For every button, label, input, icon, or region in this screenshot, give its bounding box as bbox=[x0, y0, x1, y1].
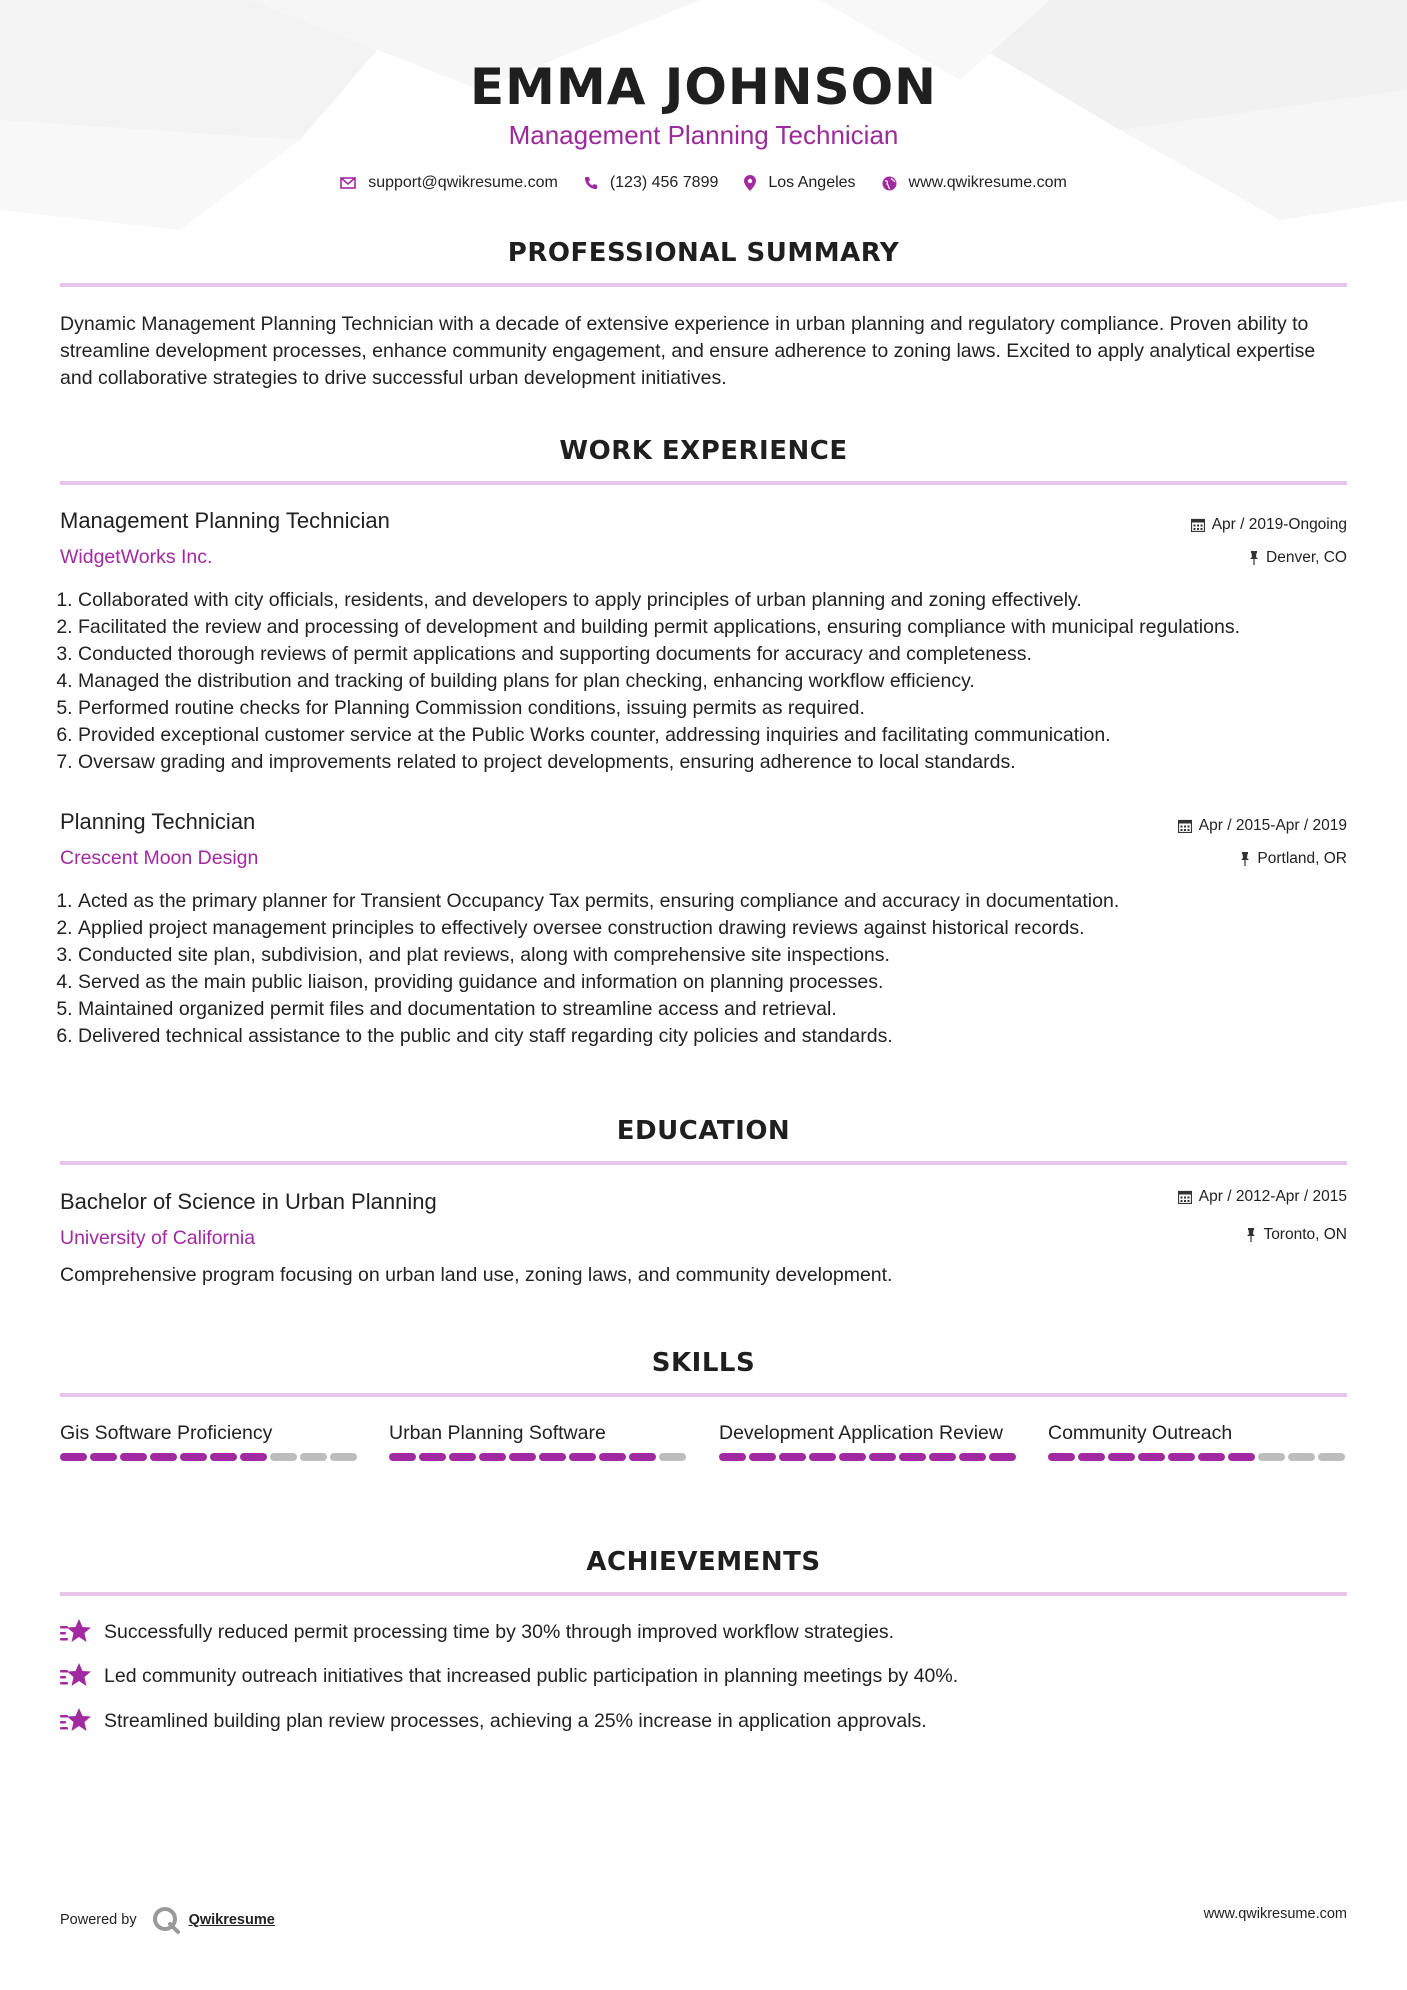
education-description: Comprehensive program focusing on urban land use, zoning laws, and community development. bbox=[60, 1264, 893, 1286]
list-item: 4. Served as the main public liaison, providing guidance and information on planning processes. bbox=[78, 969, 1365, 996]
summary-divider bbox=[60, 283, 1347, 287]
skill-dot-empty bbox=[659, 1453, 686, 1461]
skill-name: Gis Software Proficiency bbox=[60, 1422, 273, 1444]
job-location-text: Denver, CO bbox=[1266, 549, 1347, 566]
job-location-text: Portland, OR bbox=[1257, 850, 1347, 867]
envelope-icon bbox=[340, 177, 356, 189]
skill-dot-filled bbox=[479, 1453, 506, 1461]
skill-level-bar bbox=[60, 1453, 360, 1461]
powered-by-label: Powered by bbox=[60, 1912, 137, 1928]
pushpin-icon bbox=[1246, 1228, 1256, 1242]
list-item: 5. Maintained organized permit files and documentation to streamline access and retrieval. bbox=[78, 996, 1365, 1023]
skills-heading: SKILLS bbox=[651, 1348, 756, 1378]
contact-bar bbox=[60, 174, 1347, 192]
skill-dot-filled bbox=[779, 1453, 806, 1461]
skill-dot-filled bbox=[749, 1453, 776, 1461]
skill-dot-filled bbox=[389, 1453, 416, 1461]
skill-dot-filled bbox=[569, 1453, 596, 1461]
list-item: 3. Conducted thorough reviews of permit applications and supporting documents for accuracy and completeness. bbox=[78, 641, 1365, 668]
skill-dot-filled bbox=[419, 1453, 446, 1461]
skill-level-bar bbox=[1048, 1453, 1348, 1461]
job-dates bbox=[1191, 516, 1347, 534]
job-dates-text: Apr / 2019-Ongoing bbox=[1211, 516, 1347, 533]
experience-divider bbox=[60, 481, 1347, 485]
pushpin-icon bbox=[1249, 551, 1259, 565]
skill-dot-filled bbox=[150, 1453, 177, 1461]
school-name: University of California bbox=[60, 1227, 256, 1249]
map-pin-icon bbox=[744, 175, 756, 191]
skill-dot-filled bbox=[1108, 1453, 1135, 1461]
skill-level-bar bbox=[389, 1453, 689, 1461]
skill-dot-filled bbox=[240, 1453, 267, 1461]
job-title: Management Planning Technician bbox=[60, 508, 390, 533]
skill-dot-empty bbox=[1288, 1453, 1315, 1461]
education-location bbox=[1246, 1226, 1347, 1244]
star-icon bbox=[60, 1663, 92, 1689]
skill-item bbox=[719, 1420, 1019, 1461]
company-name: Crescent Moon Design bbox=[60, 847, 259, 869]
list-item: 1. Acted as the primary planner for Transient Occupancy Tax permits, ensuring compliance and accuracy in documentation. bbox=[78, 888, 1365, 915]
qwikresume-logo-icon bbox=[151, 1905, 181, 1935]
skill-name: Development Application Review bbox=[719, 1422, 1003, 1444]
candidate-name: EMMA JOHNSON bbox=[470, 58, 937, 116]
job-dates bbox=[1178, 817, 1347, 835]
list-item: 4. Managed the distribution and tracking of building plans for plan checking, enhancing workflow efficiency. bbox=[78, 668, 1365, 695]
job-dates-text: Apr / 2015-Apr / 2019 bbox=[1198, 817, 1347, 834]
list-item: 1. Collaborated with city officials, residents, and developers to apply principles of urban planning and zoning effectively. bbox=[78, 587, 1365, 614]
summary-text: Dynamic Management Planning Technician with a decade of extensive experience in urban planning and regulatory compliance. Proven ability to streamline development processes, enhance community engagement, and ensure adherence to zoning laws. Excited to apply analytical expertise and collaborative strategies to drive successful urban development initiatives. bbox=[60, 313, 1316, 389]
footer-powered-by bbox=[60, 1905, 275, 1935]
skill-dot-filled bbox=[719, 1453, 746, 1461]
skill-dot-filled bbox=[180, 1453, 207, 1461]
skill-item bbox=[389, 1420, 689, 1461]
education-heading: EDUCATION bbox=[616, 1116, 791, 1146]
skill-dot-filled bbox=[599, 1453, 626, 1461]
skill-dot-filled bbox=[1078, 1453, 1105, 1461]
education-dates bbox=[1178, 1188, 1347, 1206]
skill-dot-filled bbox=[929, 1453, 956, 1461]
company-name: WidgetWorks Inc. bbox=[60, 546, 213, 568]
skill-dot-filled bbox=[90, 1453, 117, 1461]
qwikresume-link[interactable]: Qwikresume bbox=[188, 1912, 275, 1928]
skill-dot-filled bbox=[899, 1453, 926, 1461]
list-item: 2. Facilitated the review and processing of development and building permit applications, ensuring compliance with municipal regulations. bbox=[78, 614, 1365, 641]
pushpin-icon bbox=[1240, 852, 1250, 866]
skill-dot-empty bbox=[270, 1453, 297, 1461]
skill-dot-filled bbox=[210, 1453, 237, 1461]
globe-icon bbox=[882, 176, 897, 191]
list-item: 5. Performed routine checks for Planning Commission conditions, issuing permits as required. bbox=[78, 695, 1365, 722]
contact-phone[interactable] bbox=[584, 174, 719, 192]
skill-dot-filled bbox=[809, 1453, 836, 1461]
skill-dot-filled bbox=[1198, 1453, 1225, 1461]
skill-dot-filled bbox=[959, 1453, 986, 1461]
job-location bbox=[1249, 549, 1347, 567]
list-item: 2. Applied project management principles to effectively oversee construction drawing reviews against historical records. bbox=[78, 915, 1365, 942]
job-responsibilities bbox=[60, 587, 1365, 776]
candidate-title: Management Planning Technician bbox=[508, 120, 899, 150]
calendar-icon bbox=[1191, 518, 1205, 532]
achievement-item bbox=[60, 1663, 958, 1689]
skill-item bbox=[60, 1420, 360, 1461]
achievement-text: Led community outreach initiatives that increased public participation in planning meetings by 40%. bbox=[104, 1664, 959, 1687]
skill-dot-empty bbox=[1318, 1453, 1345, 1461]
skill-dot-filled bbox=[509, 1453, 536, 1461]
achievement-item bbox=[60, 1619, 894, 1645]
calendar-icon bbox=[1178, 819, 1192, 833]
list-item: 3. Conducted site plan, subdivision, and plat reviews, along with comprehensive site inspections. bbox=[78, 942, 1365, 969]
skill-dot-filled bbox=[449, 1453, 476, 1461]
skill-dot-filled bbox=[1228, 1453, 1255, 1461]
degree-name: Bachelor of Science in Urban Planning bbox=[60, 1189, 437, 1214]
skill-dot-filled bbox=[839, 1453, 866, 1461]
contact-website[interactable] bbox=[882, 174, 1067, 192]
skill-dot-filled bbox=[539, 1453, 566, 1461]
skill-name: Community Outreach bbox=[1048, 1422, 1233, 1444]
contact-phone-text: (123) 456 7899 bbox=[609, 174, 719, 191]
job-responsibilities bbox=[60, 888, 1365, 1050]
list-item: 6. Delivered technical assistance to the public and city staff regarding city policies and standards. bbox=[78, 1023, 1365, 1050]
skill-dot-filled bbox=[629, 1453, 656, 1461]
skill-dot-filled bbox=[1168, 1453, 1195, 1461]
phone-icon bbox=[584, 176, 598, 190]
skill-dot-empty bbox=[330, 1453, 357, 1461]
skill-dot-filled bbox=[989, 1453, 1016, 1461]
education-divider bbox=[60, 1161, 1347, 1165]
skill-dot-filled bbox=[869, 1453, 896, 1461]
achievement-item bbox=[60, 1708, 927, 1734]
skills-divider bbox=[60, 1393, 1347, 1397]
education-location-text: Toronto, ON bbox=[1263, 1226, 1347, 1243]
contact-email-text: support@qwikresume.com bbox=[368, 174, 558, 191]
summary-heading: PROFESSIONAL SUMMARY bbox=[507, 238, 900, 268]
skill-name: Urban Planning Software bbox=[389, 1422, 606, 1444]
contact-location-text: Los Angeles bbox=[768, 174, 856, 191]
star-icon bbox=[60, 1619, 92, 1645]
job-title: Planning Technician bbox=[60, 809, 256, 834]
list-item: 6. Provided exceptional customer service at the Public Works counter, addressing inquiries and facilitating communication. bbox=[78, 722, 1365, 749]
footer-website[interactable]: www.qwikresume.com bbox=[1203, 1906, 1347, 1922]
job-location bbox=[1240, 850, 1347, 868]
skill-dot-empty bbox=[300, 1453, 327, 1461]
experience-heading: WORK EXPERIENCE bbox=[559, 436, 848, 466]
skill-dot-filled bbox=[1048, 1453, 1075, 1461]
list-item: 7. Oversaw grading and improvements related to project developments, ensuring adherence to local standards. bbox=[78, 749, 1365, 776]
calendar-icon bbox=[1178, 1190, 1192, 1204]
achievement-text: Streamlined building plan review processes, achieving a 25% increase in application approvals. bbox=[104, 1709, 927, 1732]
skill-level-bar bbox=[719, 1453, 1019, 1461]
star-icon bbox=[60, 1708, 92, 1734]
contact-email[interactable] bbox=[340, 174, 558, 192]
achievements-divider bbox=[60, 1592, 1347, 1596]
skill-dot-filled bbox=[1138, 1453, 1165, 1461]
contact-website-text: www.qwikresume.com bbox=[908, 174, 1067, 191]
skill-dot-filled bbox=[120, 1453, 147, 1461]
education-dates-text: Apr / 2012-Apr / 2015 bbox=[1198, 1188, 1347, 1205]
skill-dot-empty bbox=[1258, 1453, 1285, 1461]
achievement-text: Successfully reduced permit processing time by 30% through improved workflow strategies. bbox=[104, 1620, 895, 1643]
skill-item bbox=[1048, 1420, 1348, 1461]
achievements-heading: ACHIEVEMENTS bbox=[586, 1547, 821, 1577]
skill-dot-filled bbox=[60, 1453, 87, 1461]
contact-location bbox=[744, 174, 855, 192]
